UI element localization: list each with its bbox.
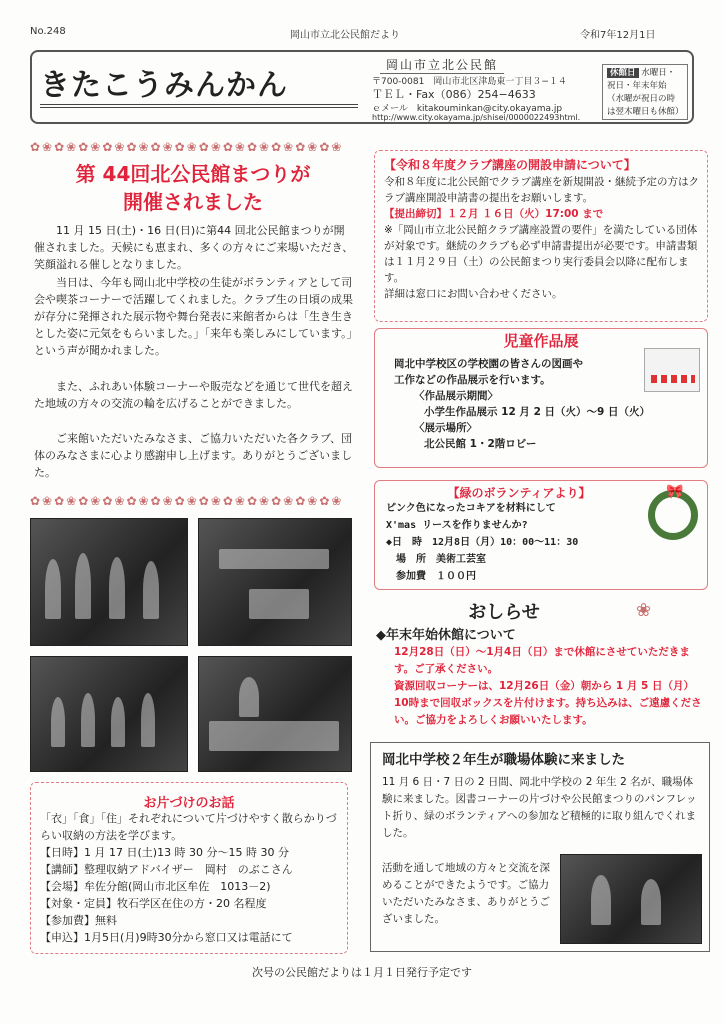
festival-paragraph-3: また、ふれあい体験コーナーや販売などを通じて世代を超えた地域の方々の交流の輪を広げることができました。 (34, 380, 353, 410)
kids-exhibition-body (394, 356, 650, 452)
issue-date: 令和7年12月1日 (580, 30, 656, 41)
closed-days-box (602, 64, 688, 120)
kids-place-label: 〈展示場所〉 (414, 422, 477, 434)
website-url[interactable]: http://www.city.okayama.jp/shisei/0000022493html. (372, 113, 581, 122)
closed-days-text: 水曜日・祝日・年末年始（水曜が祝日の時は翌木曜日も休館） (607, 68, 684, 117)
cleanup-venue: 【会場】牟佐分館(岡山市北区牟佐 1013－2) (40, 880, 271, 893)
notice-recycling: 資源回収コーナーは、12月26日（金）朝から 1 月 5 日（月）10時まで回収ボックスを片付けます。持ち込みは、ご遠慮ください。ご協力をよろしくお願いいたします。 (394, 680, 702, 726)
photo-stage-performance (30, 656, 188, 772)
cleanup-fee: 【参加費】無料 (40, 914, 117, 927)
notice-closure: 12月28日（日）～1月4日（日）まで休館にさせていただきます。ご了承ください。 (394, 646, 690, 675)
masthead-title: きたこうみんかん (40, 68, 288, 103)
work-experience-title: 岡北中学校２年生が職場体験に来ました (382, 752, 625, 768)
notice-subtitle: ◆年末年始休館について (376, 628, 516, 643)
kids-place: 北公民館 1・2階ロビー (424, 438, 537, 450)
club-deadline: 【提出締切】１２月 １６日（火）17:00 まで (384, 208, 604, 220)
festival-paragraph-2: 当日は、今年も岡山北中学校の生徒がボランティアとして司会や喫茶コーナーで活躍してくれました。クラブ生の日頃の成果が存分に発揮された展示物や舞台発表に来館者からは「生き生きとした姿に元気をもらいました。」「来年も楽しみにしています。」という声が聞かれました。 (34, 276, 353, 357)
green-line-2: X'mas リースを作りませんか? (386, 520, 528, 531)
festival-paragraph-4: ご来館いただいたみなさま、ご協力いただいた各クラブ、団体のみなさまに心より感謝申し上げます。ありがとうございました。 (34, 432, 353, 479)
publication-name: 岡山市立北公民館だより (290, 30, 400, 41)
photo-sales-corner (198, 656, 352, 772)
phone-fax: ＴＥＬ・Fax（086）254−4633 (372, 88, 536, 101)
club-body (384, 174, 702, 302)
festival-title-line2: 開催されました (123, 190, 263, 214)
cleanup-body (40, 810, 344, 946)
cleanup-intro: 「衣」「食」「住」それぞれについて片づけやすく散らかりづらい収納の方法を学びます。 (40, 812, 337, 842)
decorative-flourish-top: ✿❀✿❀✿❀✿❀✿❀✿❀✿❀✿❀✿❀✿❀✿❀✿❀✿❀ (30, 140, 344, 154)
photo-stage-dance (30, 518, 188, 646)
green-volunteer-body (386, 500, 578, 585)
kids-exhibition-title: 児童作品展 (503, 332, 579, 350)
artwork-illustration (644, 348, 700, 392)
email: ｅメール kitakouminkan@city.okayama.jp (372, 104, 563, 114)
flower-icon: ❀ (636, 600, 652, 621)
closed-days-label: 休館日 (607, 68, 639, 78)
cleanup-title: お片づけのお話 (143, 796, 235, 811)
photo-exhibition-room (198, 518, 352, 646)
club-heading: 【令和８年度クラブ講座の開設申請について】 (384, 158, 636, 172)
notice-body (394, 644, 708, 729)
footer-next-issue: 次号の公民館だよりは１月１日発行予定です (252, 966, 472, 979)
kids-line-2: 工作などの作品展示を行います。 (394, 374, 551, 386)
hall-name: 岡山市立北公民館 (380, 56, 504, 74)
cleanup-lecturer: 【講師】整理収納アドバイザー 岡村 のぶこさん (40, 863, 293, 876)
festival-title-line1: 第 44回北公民館まつりが (75, 162, 311, 186)
cleanup-target: 【対象・定員】牧石学区在住の方・20 名程度 (40, 897, 267, 910)
festival-title (30, 160, 356, 216)
decorative-flourish-bottom: ✿❀✿❀✿❀✿❀✿❀✿❀✿❀✿❀✿❀✿❀✿❀✿❀✿❀ (30, 494, 344, 508)
green-datetime: ◆日 時 12月8日（月）10：00～11：30 (386, 537, 579, 548)
work-experience-closing: 活動を通して地域の方々と交流を深めることができたようです。ご協力いただいたみなさま、ありがとうございました。 (382, 862, 550, 925)
issue-number: No.248 (30, 26, 66, 37)
ribbon-icon: 🎀 (666, 484, 684, 500)
green-volunteer-title: 【緑のボランティアより】 (447, 486, 591, 500)
work-experience-body: 11 月 6 日・7 日の 2 日間、岡北中学校の 2 年生 2 名が、職場体験に来ました。図書コーナーの片づけや公民館まつりのパンフレット折り、緑のボランティアへの参加など積極的に取り組んでくれました。 (382, 776, 697, 839)
club-note: ※「岡山市立北公民館クラブ講座設置の要件」を満たしている団体が対象です。継続のクラブも必ず申請書提出が必要です。申請書類は１１月２９日（土）の公民館まつり実行委員会以降に配布します。 (384, 224, 698, 284)
kids-period: 小学生作品展示 12 月 2 日（火）～9 日（火） (424, 406, 651, 418)
address: 〒700-0081 岡山市北区津島東一丁目３−１４ (372, 77, 567, 87)
cleanup-datetime: 【日時】1 月 17 日(土)13 時 30 分～15 時 30 分 (40, 846, 290, 859)
kids-period-label: 〈作品展示期間〉 (414, 390, 498, 402)
green-place: 場 所 美術工芸室 (386, 554, 486, 565)
cleanup-application: 【申込】1月5日(月)9時30分から窓口又は電話にて (40, 931, 293, 944)
notice-title: おしらせ (468, 602, 540, 623)
green-fee: 参加費 １００円 (386, 571, 476, 582)
photo-work-experience (560, 854, 702, 944)
kids-line-1: 岡北中学校区の学校園の皆さんの図画や (394, 358, 583, 370)
club-intro: 令和８年度に北公民館でクラブ講座を新規開設・継続予定の方はクラブ講座開設申請書の提出をお願いします。 (384, 176, 699, 204)
club-contact: 詳細は窓口にお問い合わせください。 (384, 288, 563, 300)
masthead-underline (40, 104, 358, 108)
green-line-1: ピンク色になったコキアを材料にして (386, 503, 556, 514)
festival-paragraph-1: 11 月 15 日(土)・16 日(日)に第44 回北公民館まつりが開催されました。天候にも恵まれ、多くの方々にご来場いただき、笑顔溢れる催しとなりました。 (34, 224, 354, 271)
